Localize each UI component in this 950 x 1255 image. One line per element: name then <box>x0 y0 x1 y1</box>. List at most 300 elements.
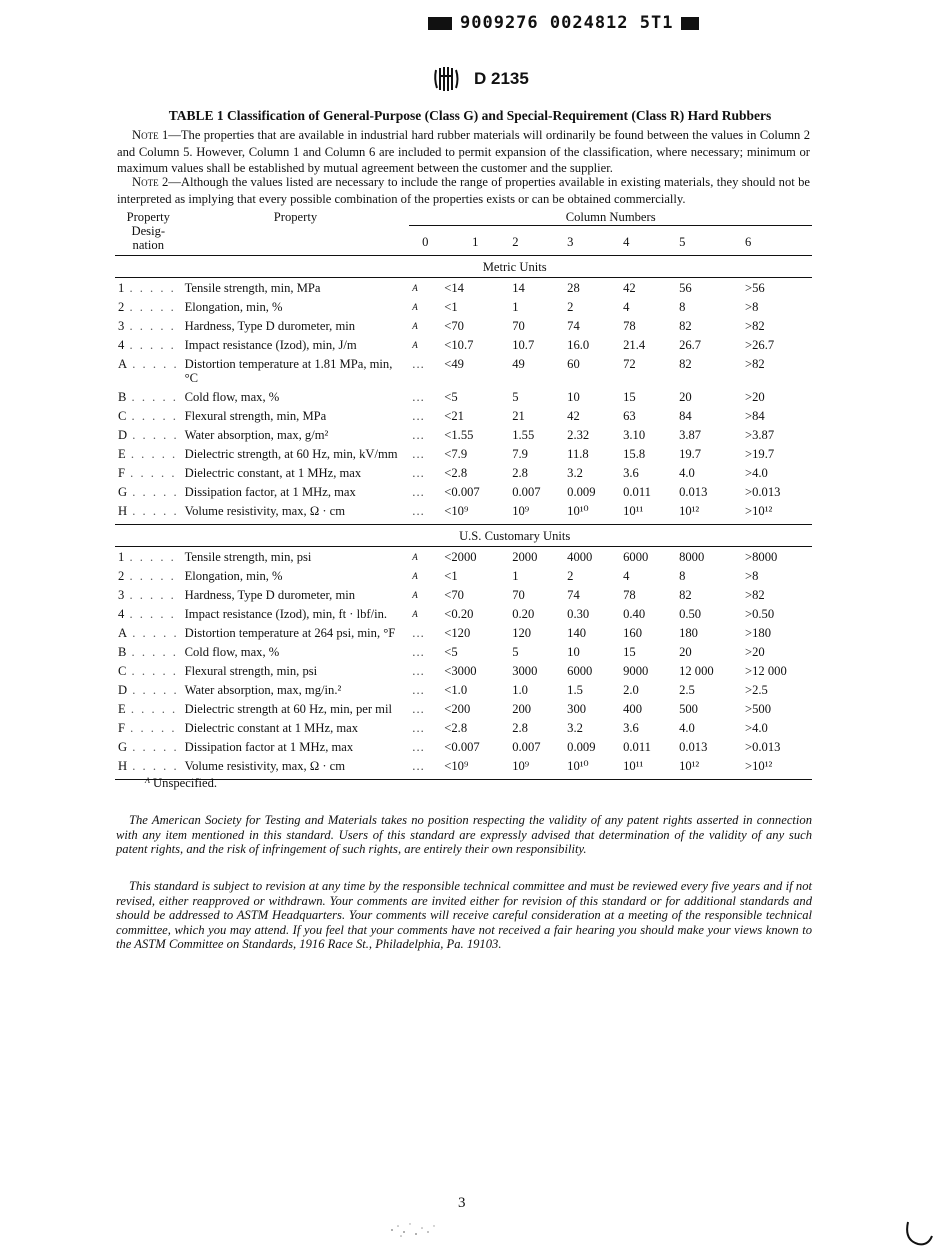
section-spacer <box>115 525 409 547</box>
cell-col-3: 16.0 <box>567 338 590 352</box>
table-row <box>115 316 812 335</box>
cell-col-6: >4.0 <box>745 466 768 480</box>
cell-col-2: 70 <box>512 319 525 333</box>
leader-dots: . . . . . <box>127 504 179 518</box>
barcode <box>428 10 713 36</box>
property-name: Dielectric constant at 1 MHz, max <box>184 721 359 735</box>
cell-col-3: 1.5 <box>567 683 583 697</box>
table-row <box>115 585 812 604</box>
cell-col-0: ... <box>409 501 441 525</box>
cell-col-1: <1 <box>444 569 458 583</box>
cell-col-3: 300 <box>567 702 587 716</box>
cell-col-4: 3.6 <box>623 721 639 735</box>
cell-col-6: >180 <box>745 626 771 640</box>
cell-col-1: <21 <box>444 409 464 423</box>
leader-dots: . . . . . <box>126 390 178 404</box>
cell-col-0: ... <box>412 428 425 442</box>
table-row <box>115 335 812 354</box>
cell-col-3: 2 <box>567 300 574 314</box>
cell-col-6: >2.5 <box>745 683 768 697</box>
property-name: Dielectric constant, at 1 MHz, max <box>184 466 362 480</box>
cell-col-2: 10⁹ <box>509 756 564 780</box>
leader-dots: . . . . . <box>127 357 179 371</box>
page-curl-mark <box>904 1218 934 1248</box>
leader-dots: . . . . . <box>125 721 177 735</box>
cell-col-5: 19.7 <box>679 447 702 461</box>
table-row <box>115 718 812 737</box>
cell-col-1: <70 <box>444 319 464 333</box>
table-row <box>115 756 812 780</box>
cell-col-4: 63 <box>623 409 636 423</box>
table-row <box>115 547 812 567</box>
page-number: 3 <box>458 1195 466 1211</box>
cell-col-6: >8000 <box>745 550 778 564</box>
table-row <box>115 623 812 642</box>
cell-col-3: 42 <box>567 409 580 423</box>
cell-col-5: 8 <box>679 569 686 583</box>
cell-col-6: >3.87 <box>745 428 775 442</box>
cell-col-2: 21 <box>512 409 525 423</box>
cell-col-2: 2.8 <box>512 721 528 735</box>
table-row <box>115 604 812 623</box>
table-row <box>115 737 812 756</box>
cell-col-0: ... <box>409 756 441 780</box>
property-name: Volume resistivity, max, Ω · cm <box>182 501 410 525</box>
table-row <box>115 482 812 501</box>
cell-col-4: 0.40 <box>623 607 646 621</box>
cell-col-5: 4.0 <box>679 466 695 480</box>
cell-col-5: 0.013 <box>679 740 708 754</box>
cell-col-6: >0.013 <box>745 485 781 499</box>
cell-col-6: >26.7 <box>745 338 775 352</box>
designation-value: 1 <box>118 550 125 564</box>
cell-col-0: A <box>412 590 418 600</box>
cell-col-1: <3000 <box>444 664 477 678</box>
designation-value: F <box>118 721 126 735</box>
cell-col-4: 78 <box>623 588 636 602</box>
cell-col-5: 26.7 <box>679 338 702 352</box>
cell-col-0: ... <box>412 740 425 754</box>
cell-col-4: 2.0 <box>623 683 639 697</box>
cell-col-1: <2.8 <box>444 466 468 480</box>
cell-col-2: 200 <box>512 702 532 716</box>
cell-col-2: 1.0 <box>512 683 528 697</box>
property-name: Dissipation factor at 1 MHz, max <box>184 740 354 754</box>
leader-dots: . . . . . <box>124 300 176 314</box>
property-designation <box>115 501 182 525</box>
column-number-2: 2 <box>509 226 564 256</box>
cell-col-0: A <box>412 340 418 350</box>
leader-dots: . . . . . <box>126 409 178 423</box>
col-header-column-numbers: Column Numbers <box>409 207 812 226</box>
cell-col-6: >20 <box>745 645 765 659</box>
cell-col-1: <0.007 <box>444 740 480 754</box>
designation-value: D <box>118 428 128 442</box>
property-name: Dielectric strength at 60 Hz, min, per mil <box>184 702 392 716</box>
cell-col-0: ... <box>412 626 425 640</box>
property-name: Cold flow, max, % <box>184 390 280 404</box>
property-designation <box>115 737 182 756</box>
astm-logo-icon <box>432 64 462 94</box>
leader-dots: . . . . . <box>127 428 179 442</box>
designation-value: D <box>118 683 128 697</box>
designation-value: G <box>118 740 128 754</box>
property-name: Tensile strength, min, psi <box>184 550 312 564</box>
note-2 <box>117 174 810 207</box>
cell-col-2: 2000 <box>512 550 538 564</box>
table-row <box>115 297 812 316</box>
cell-col-0: ... <box>412 683 425 697</box>
property-designation <box>115 335 182 354</box>
cell-col-5: 84 <box>679 409 692 423</box>
us-customary-units-section-header <box>115 525 812 547</box>
cell-col-3: 140 <box>567 626 587 640</box>
property-designation <box>115 297 182 316</box>
cell-col-0: ... <box>412 645 425 659</box>
cell-col-2: 0.007 <box>512 740 541 754</box>
designation-value: 4 <box>118 338 125 352</box>
leader-dots: . . . . . <box>127 626 179 640</box>
cell-col-2: 120 <box>512 626 532 640</box>
property-designation <box>115 463 182 482</box>
property-name: Volume resistivity, max, Ω · cm <box>182 756 410 780</box>
designation-value: H <box>118 504 128 518</box>
property-name: Water absorption, max, g/m² <box>184 428 329 442</box>
us-customary-units-section-label: U.S. Customary Units <box>409 525 620 547</box>
property-designation <box>115 718 182 737</box>
footnote-mark: A <box>145 776 150 785</box>
table-row <box>115 642 812 661</box>
cell-col-4: 160 <box>623 626 642 640</box>
cell-col-2: 1 <box>512 300 519 314</box>
property-designation <box>115 566 182 585</box>
leader-dots: . . . . . <box>124 588 176 602</box>
cell-col-6: >0.013 <box>745 740 781 754</box>
cell-col-4: 15 <box>623 390 636 404</box>
cell-col-6: >82 <box>745 319 765 333</box>
cell-col-5: 0.50 <box>679 607 702 621</box>
cell-col-1: <5 <box>444 390 458 404</box>
cell-col-4: 6000 <box>623 550 649 564</box>
property-name: Flexural strength, min, psi <box>184 664 318 678</box>
table-row <box>115 699 812 718</box>
cell-col-1: <10⁹ <box>441 501 509 525</box>
property-designation <box>115 680 182 699</box>
property-designation <box>115 354 182 387</box>
cell-col-1: <120 <box>444 626 471 640</box>
patent-disclaimer: The American Society for Testing and Materials takes no position respecting the validity of any patent rights asserted in connection with any item mentioned in this standard. Users of this standard are expressly advised that determination of the validity of any such patent rights, and the risk of infringement of such rights, are entirely their own responsibility. <box>116 813 812 856</box>
cell-col-1: <49 <box>444 357 464 371</box>
designation-value: H <box>118 759 128 773</box>
property-designation <box>115 387 182 406</box>
cell-col-1: <0.20 <box>444 607 474 621</box>
leader-dots: . . . . . <box>127 759 179 773</box>
table-row <box>115 463 812 482</box>
section-spacer <box>620 525 812 547</box>
property-name: Impact resistance (Izod), min, J/m <box>184 338 357 352</box>
cell-col-5: 3.87 <box>679 428 702 442</box>
cell-col-3: 10¹⁰ <box>564 501 620 525</box>
cell-col-1: <200 <box>444 702 471 716</box>
footnote <box>145 776 217 791</box>
property-designation <box>115 699 182 718</box>
cell-col-1: <14 <box>444 281 464 295</box>
cell-col-1: <10⁹ <box>441 756 509 780</box>
property-name: Dielectric strength, at 60 Hz, min, kV/mm <box>184 447 398 461</box>
leader-dots: . . . . . <box>124 607 176 621</box>
property-name: Cold flow, max, % <box>184 645 280 659</box>
note-1-label: Note 1 <box>132 128 169 142</box>
designation-value: C <box>118 409 127 423</box>
leader-dots: . . . . . <box>124 281 176 295</box>
designation-value: E <box>118 447 126 461</box>
cell-col-6: >56 <box>745 281 765 295</box>
property-name: Hardness, Type D durometer, min <box>184 319 356 333</box>
cell-col-1: <1.0 <box>444 683 468 697</box>
cell-col-0: ... <box>412 466 425 480</box>
cell-col-6: >8 <box>745 569 759 583</box>
cell-col-4: 400 <box>623 702 642 716</box>
cell-col-6: >0.50 <box>745 607 775 621</box>
classification-table <box>115 207 812 780</box>
cell-col-2: 14 <box>512 281 525 295</box>
cell-col-5: 8 <box>679 300 686 314</box>
cell-col-3: 3.2 <box>567 466 583 480</box>
table-row <box>115 501 812 525</box>
leader-dots: . . . . . <box>127 740 179 754</box>
cell-col-5: 0.013 <box>679 485 708 499</box>
designation-value: 2 <box>118 300 125 314</box>
property-name: Distortion temperature at 1.81 MPa, min, °C <box>184 357 393 385</box>
cell-col-2: 10⁹ <box>509 501 564 525</box>
property-designation <box>115 425 182 444</box>
cell-col-6: >20 <box>745 390 765 404</box>
cell-col-3: 74 <box>567 319 580 333</box>
cell-col-4: 4 <box>623 300 630 314</box>
cell-col-3: 10 <box>567 390 580 404</box>
cell-col-5: 82 <box>679 319 692 333</box>
cell-col-0: A <box>412 609 418 619</box>
cell-col-3: 60 <box>567 357 580 371</box>
designation-value: C <box>118 664 127 678</box>
cell-col-2: 49 <box>512 357 525 371</box>
cell-col-5: 8000 <box>679 550 705 564</box>
designation-value: B <box>118 645 127 659</box>
cell-col-4: 0.011 <box>623 485 651 499</box>
property-name: Dissipation factor, at 1 MHz, max <box>184 485 356 499</box>
cell-col-3: 11.8 <box>567 447 589 461</box>
table-row <box>115 661 812 680</box>
cell-col-1: <2.8 <box>444 721 468 735</box>
property-designation <box>115 604 182 623</box>
cell-col-5: 20 <box>679 390 692 404</box>
cell-col-0: ... <box>412 721 425 735</box>
cell-col-5: 180 <box>679 626 698 640</box>
cell-col-4: 4 <box>623 569 630 583</box>
property-designation <box>115 585 182 604</box>
section-spacer <box>115 256 409 278</box>
table-row <box>115 406 812 425</box>
cell-col-1: <1 <box>444 300 458 314</box>
cell-col-5: 82 <box>679 357 692 371</box>
cell-col-0: ... <box>412 390 425 404</box>
designation-value: A <box>118 357 128 371</box>
leader-dots: . . . . . <box>124 569 176 583</box>
cell-col-5: 2.5 <box>679 683 695 697</box>
scan-specks <box>382 1212 452 1244</box>
column-number-1: 1 <box>441 226 509 256</box>
cell-col-0: ... <box>412 702 425 716</box>
col-header-property: Property <box>182 207 410 256</box>
cell-col-4: 42 <box>623 281 636 295</box>
designation-value: 1 <box>118 281 125 295</box>
cell-col-3: 0.30 <box>567 607 590 621</box>
leader-dots: . . . . . <box>127 485 179 499</box>
leader-dots: . . . . . <box>124 550 176 564</box>
col-header-desig-line1: Property <box>126 210 170 224</box>
table-title: TABLE 1 Classification of General-Purpose (Class G) and Special-Requirement (Class R) Hard Rubbers <box>168 108 772 123</box>
cell-col-6: >19.7 <box>745 447 775 461</box>
cell-col-6: >82 <box>745 588 765 602</box>
col-header-desig-line3: nation <box>132 238 165 252</box>
designation-value: A <box>118 626 128 640</box>
designation-value: G <box>118 485 128 499</box>
cell-col-2: 0.007 <box>512 485 541 499</box>
cell-col-5: 12 000 <box>679 664 714 678</box>
cell-col-2: 7.9 <box>512 447 528 461</box>
table-row <box>115 425 812 444</box>
cell-col-5: 10¹² <box>676 756 742 780</box>
footnote-text: Unspecified. <box>153 776 218 790</box>
cell-col-0: ... <box>412 485 425 499</box>
cell-col-5: 500 <box>679 702 698 716</box>
cell-col-3: 10¹⁰ <box>564 756 620 780</box>
column-number-6: 6 <box>742 226 812 256</box>
cell-col-3: 10 <box>567 645 580 659</box>
cell-col-0: ... <box>412 409 425 423</box>
property-name: Tensile strength, min, MPa <box>184 281 321 295</box>
property-designation <box>115 661 182 680</box>
table-row <box>115 444 812 463</box>
cell-col-3: 28 <box>567 281 580 295</box>
note-2-label: Note 2 <box>132 175 169 189</box>
cell-col-3: 2.32 <box>567 428 590 442</box>
cell-col-1: <5 <box>444 645 458 659</box>
col-header-desig <box>115 207 182 256</box>
cell-col-3: 0.009 <box>567 740 596 754</box>
cell-col-1: <7.9 <box>444 447 468 461</box>
col-header-desig-line2: Desig- <box>131 224 166 238</box>
cell-col-0: A <box>412 283 418 293</box>
table-row <box>115 680 812 699</box>
cell-col-4: 3.6 <box>623 466 639 480</box>
cell-col-6: >500 <box>745 702 771 716</box>
cell-col-3: 3.2 <box>567 721 583 735</box>
metric-units-section-label: Metric Units <box>409 256 620 278</box>
cell-col-4: 0.011 <box>623 740 651 754</box>
property-name: Hardness, Type D durometer, min <box>184 588 356 602</box>
cell-col-1: <70 <box>444 588 464 602</box>
cell-col-5: 56 <box>679 281 692 295</box>
cell-col-0: A <box>412 552 418 562</box>
designation-value: 2 <box>118 569 125 583</box>
column-number-5: 5 <box>676 226 742 256</box>
cell-col-6: >82 <box>745 357 765 371</box>
cell-col-3: 6000 <box>567 664 593 678</box>
table-row <box>115 278 812 298</box>
cell-col-4: 15 <box>623 645 636 659</box>
revision-disclaimer: This standard is subject to revision at any time by the responsible technical committee and must be reviewed every five years and if not revised, either reapproved or withdrawn. Your comments are invited either for revision of this standard or for additional standards and should be addressed to ASTM Headquarters. Your comments will receive careful consideration at a meeting of the responsible technical committee, which you may attend. If you feel that your comments have not received a fair hearing you should make your views known to the ASTM Committee on Standards, 1916 Race St., Philadelphia, Pa. 19103. <box>116 879 812 951</box>
section-spacer <box>620 256 812 278</box>
cell-col-0: A <box>412 571 418 581</box>
property-name: Elongation, min, % <box>184 569 283 583</box>
property-designation <box>115 316 182 335</box>
cell-col-3: 4000 <box>567 550 593 564</box>
cell-col-6: >10¹² <box>742 501 812 525</box>
cell-col-0: ... <box>412 357 425 371</box>
cell-col-4: 10¹¹ <box>620 756 676 780</box>
note-1-text: —The properties that are available in industrial hard rubber materials will ordinarily be found between the values in Column 2 and Column 5. However, Column 1 and Column 6 are included to permit expansion of the classification, where necessary; minimum or maximum values shall be established by mutual agreement between the customer and the supplier. <box>117 128 810 175</box>
leader-dots: . . . . . <box>124 319 176 333</box>
note-1 <box>117 127 810 177</box>
cell-col-4: 3.10 <box>623 428 646 442</box>
column-number-3: 3 <box>564 226 620 256</box>
barcode-bar-right <box>681 17 699 30</box>
property-name: Elongation, min, % <box>184 300 283 314</box>
leader-dots: . . . . . <box>125 466 177 480</box>
property-designation <box>115 623 182 642</box>
cell-col-2: 10.7 <box>512 338 535 352</box>
cell-col-0: A <box>412 302 418 312</box>
cell-col-6: >4.0 <box>745 721 768 735</box>
leader-dots: . . . . . <box>126 645 178 659</box>
cell-col-5: 82 <box>679 588 692 602</box>
cell-col-2: 2.8 <box>512 466 528 480</box>
property-designation <box>115 482 182 501</box>
cell-col-0: ... <box>412 664 425 678</box>
cell-col-4: 72 <box>623 357 636 371</box>
designation-value: 3 <box>118 319 125 333</box>
cell-col-0: ... <box>412 447 425 461</box>
property-name: Distortion temperature at 264 psi, min, °F <box>184 626 396 640</box>
cell-col-3: 2 <box>567 569 574 583</box>
cell-col-4: 15.8 <box>623 447 646 461</box>
cell-col-4: 10¹¹ <box>620 501 676 525</box>
leader-dots: . . . . . <box>125 447 178 461</box>
cell-col-1: <10.7 <box>444 338 474 352</box>
document-designation: D 2135 <box>474 69 529 88</box>
cell-col-2: 1 <box>512 569 519 583</box>
leader-dots: . . . . . <box>126 664 178 678</box>
cell-col-6: >84 <box>745 409 765 423</box>
cell-col-6: >8 <box>745 300 759 314</box>
cell-col-0: A <box>412 321 418 331</box>
cell-col-5: 20 <box>679 645 692 659</box>
designation-value: 4 <box>118 607 125 621</box>
designation-value: B <box>118 390 127 404</box>
note-2-text: —Although the values listed are necessary to include the range of properties available in existing materials, they should not be interpreted as implying that every possible combination of the properties exists or can be obtained commercially. <box>117 175 810 206</box>
leader-dots: . . . . . <box>124 338 176 352</box>
property-designation <box>115 278 182 298</box>
property-name: Water absorption, max, mg/in.² <box>184 683 342 697</box>
designation-value: F <box>118 466 126 480</box>
designation-value: 3 <box>118 588 125 602</box>
cell-col-2: 1.55 <box>512 428 535 442</box>
property-designation <box>115 547 182 567</box>
designation-value: E <box>118 702 126 716</box>
cell-col-5: 4.0 <box>679 721 695 735</box>
cell-col-3: 0.009 <box>567 485 596 499</box>
